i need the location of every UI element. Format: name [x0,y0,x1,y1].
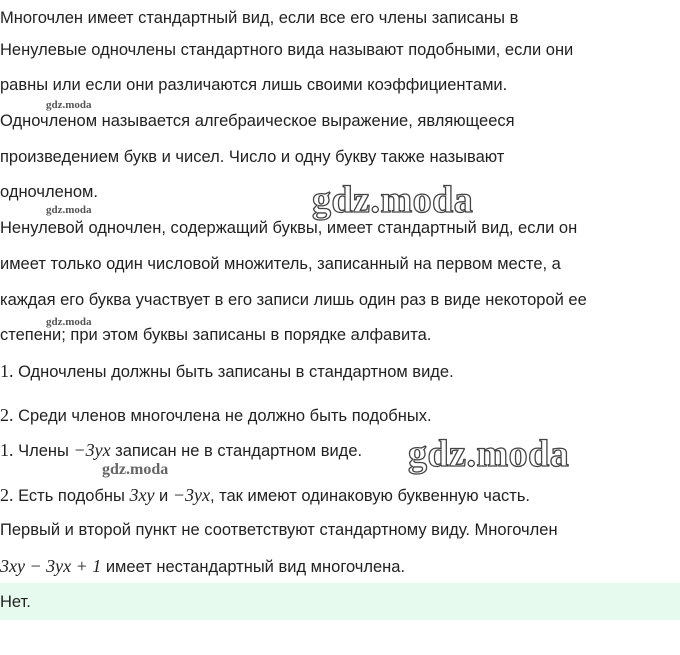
text-line-3: равны или если они различаются лишь своими коэффициентами. [0,76,508,94]
conclusion-text: имеет нестандартный вид многочлена. [101,558,406,576]
watermark-large-2: gdz.moda [408,433,570,475]
text-line-8: имеет только один числовой множитель, записанный на первом месте, а [0,255,561,273]
text-line-7: Ненулевой одночлен, содержащий буквы, имеет стандартный вид, если он [0,219,578,237]
text-line-1: Многочлен имеет стандартный вид, если все его члены записаны в [0,9,519,27]
check-1-number: 1. [0,440,14,460]
text-line-2: Ненулевые одночлены стандартного вида называют подобными, если они [0,41,574,59]
text-line-5: произведением букв и чисел. Число и одну букву также называют [0,148,505,166]
check-1-math: −3yx [73,440,111,460]
check-2 [0,485,530,506]
check-2-text-a: Есть подобны [13,487,130,505]
condition-1 [0,361,454,382]
condition-1-text: Одночлены должны быть записаны в стандартном виде. [13,363,454,381]
text-line-10: степени; при этом буквы записаны в порядке алфавита. [0,326,432,344]
watermark-small-3: gdz.moda [46,316,92,328]
check-2-math-2: −3yx [172,485,210,505]
watermark-small-2: gdz.moda [46,204,92,216]
text-line-6: одночленом. [0,183,98,201]
check-2-math-1: 3xy [129,485,155,505]
watermark-medium: gdz.moda [102,461,169,478]
check-1-text-b: записан не в стандартном виде. [110,442,363,460]
condition-2 [0,405,432,426]
condition-1-number: 1. [0,361,14,381]
polynomial-expression: 3xy − 3yx + 1 [0,556,102,576]
conclusion-line-2 [0,556,405,577]
answer-text: Нет. [0,593,31,611]
check-2-text-c: , так имеют одинаковую буквенную часть. [209,487,531,505]
watermark-large-1: gdz.moda [312,179,474,221]
answer-box [0,583,680,620]
condition-2-number: 2. [0,405,14,425]
text-line-4: Одночленом называется алгебраическое выражение, являющееся [0,112,515,130]
condition-2-text: Среди членов многочлена не должно быть подобных. [13,407,432,425]
check-1-text-a: Члены [13,442,74,460]
text-line-9: каждая его буква участвует в его записи лишь один раз в виде некоторой ее [0,291,587,309]
conclusion-line-1: Первый и второй пункт не соответствуют стандартному виду. Многочлен [0,521,558,539]
watermark-small-1: gdz.moda [46,99,92,111]
check-2-text-b: и [154,487,173,505]
check-1 [0,440,362,461]
check-2-number: 2. [0,485,14,505]
